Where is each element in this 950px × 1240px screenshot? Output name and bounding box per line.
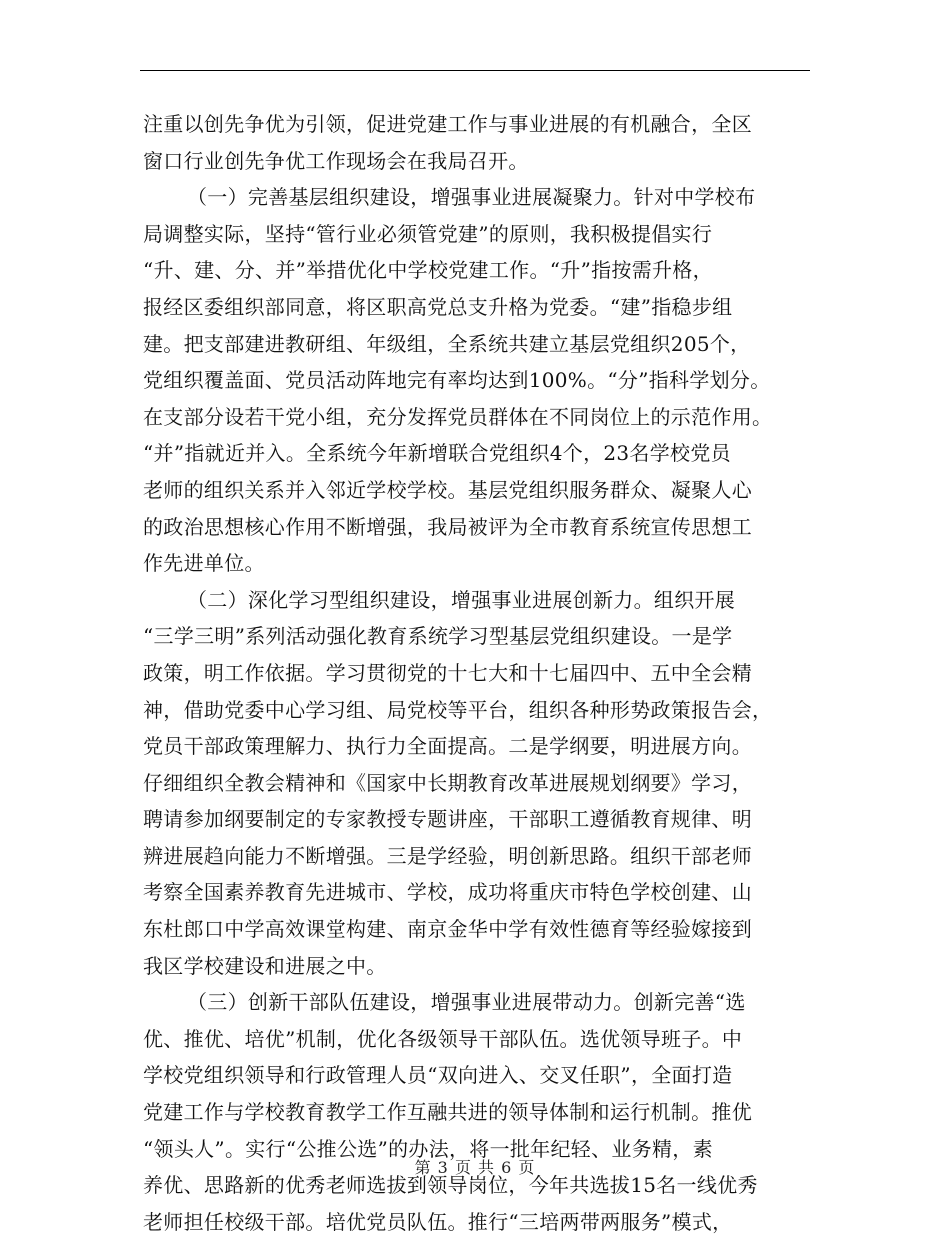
text-line: 我区学校建设和进展之中。 [143,953,387,978]
text-line: 政策，明工作依据。学习贯彻党的十七大和十七届四中、五中全会精 [143,660,752,685]
text-line: “升、建、分、并”举措优化中学校党建工作。“升”指按需升格， [143,258,713,283]
text-line: 老师担任校级干部。培优党员队伍。推行“三培两带两服务”模式， [143,1209,733,1234]
text-line: 注重以创先争优为引领，促进党建工作与事业进展的有机融合，全区 [143,112,752,136]
page-footer: 第 3 页 共 6 页 [414,1158,536,1177]
text-line: “并”指就近并入。全系统今年新增联合党组织4个，23名学校党员 [143,441,731,466]
text-line: 报经区委组织部同意，将区职高党总支升格为党委。“建”指稳步组 [143,294,733,319]
document-body [143,106,811,1240]
text-line: 考察全国素养教育先进城市、学校，成功将重庆市特色学校创建、山 [143,880,752,905]
text-line: 神，借助党委中心学习组、局党校等平台，组织各种形势政策报告会， [143,697,773,722]
text-line: 建。把支部建进教研组、年级组，全系统共建立基层党组织205个， [143,331,751,356]
text-line: （三）创新干部队伍建设，增强事业进展带动力。创新完善“选 [187,990,746,1015]
text-line: （一）完善基层组织建设，增强事业进展凝聚力。针对中学校布 [187,185,756,210]
text-line: 聘请参加纲要制定的专家教授专题讲座，干部职工遵循教育规律、明 [143,807,752,832]
text-line: 东杜郎口中学高效课堂构建、南京金华中学有效性德育等经验嫁接到 [143,917,752,942]
text-line: 的政治思想核心作用不断增强，我局被评为全市教育系统宣传思想工 [143,514,752,539]
text-line: 作先进单位。 [143,551,265,576]
text-line: 辨进展趋向能力不断增强。三是学经验，明创新思路。组织干部老师 [143,843,752,868]
text-line: 党建工作与学校教育教学工作互融共进的领导体制和运行机制。推优 [143,1100,752,1125]
text-line: 在支部分设若干党小组，充分发挥党员群体在不同岗位上的示范作用。 [143,404,773,429]
text-line: 养优、思路新的优秀老师选拔到领导岗位，今年共选拔15名一线优秀 [143,1173,758,1198]
text-line: 优、推优、培优”机制，优化各级领导干部队伍。选优领导班子。中 [143,1026,743,1051]
text-line: “领头人”。实行“公推公选”的办法，将一批年纪轻、业务精，素 [143,1136,713,1161]
text-line: （二）深化学习型组织建设，增强事业进展创新力。组织开展 [187,587,736,612]
text-line: 党员干部政策理解力、执行力全面提高。二是学纲要，明进展方向。 [143,734,752,759]
text-line: “三学三明”系列活动强化教育系统学习型基层党组织建设。一是学 [143,624,733,649]
header-rule [140,70,810,71]
text-line: 老师的组织关系并入邻近学校学校。基层党组织服务群众、凝聚人心 [143,477,752,502]
text-line: 窗口行业创先争优工作现场会在我局召开。 [143,148,529,173]
text-line: 党组织覆盖面、党员活动阵地完有率均达到100%。“分”指科学划分。 [143,368,771,393]
text-line: 仔细组织全教会精神和《国家中长期教育改革进展规划纲要》学习， [143,770,752,795]
text-line: 学校党组织领导和行政管理人员“双向进入、交叉任职”，全面打造 [143,1063,733,1088]
text-line: 局调整实际，坚持“管行业必须管党建”的原则，我积极提倡实行 [143,221,713,246]
